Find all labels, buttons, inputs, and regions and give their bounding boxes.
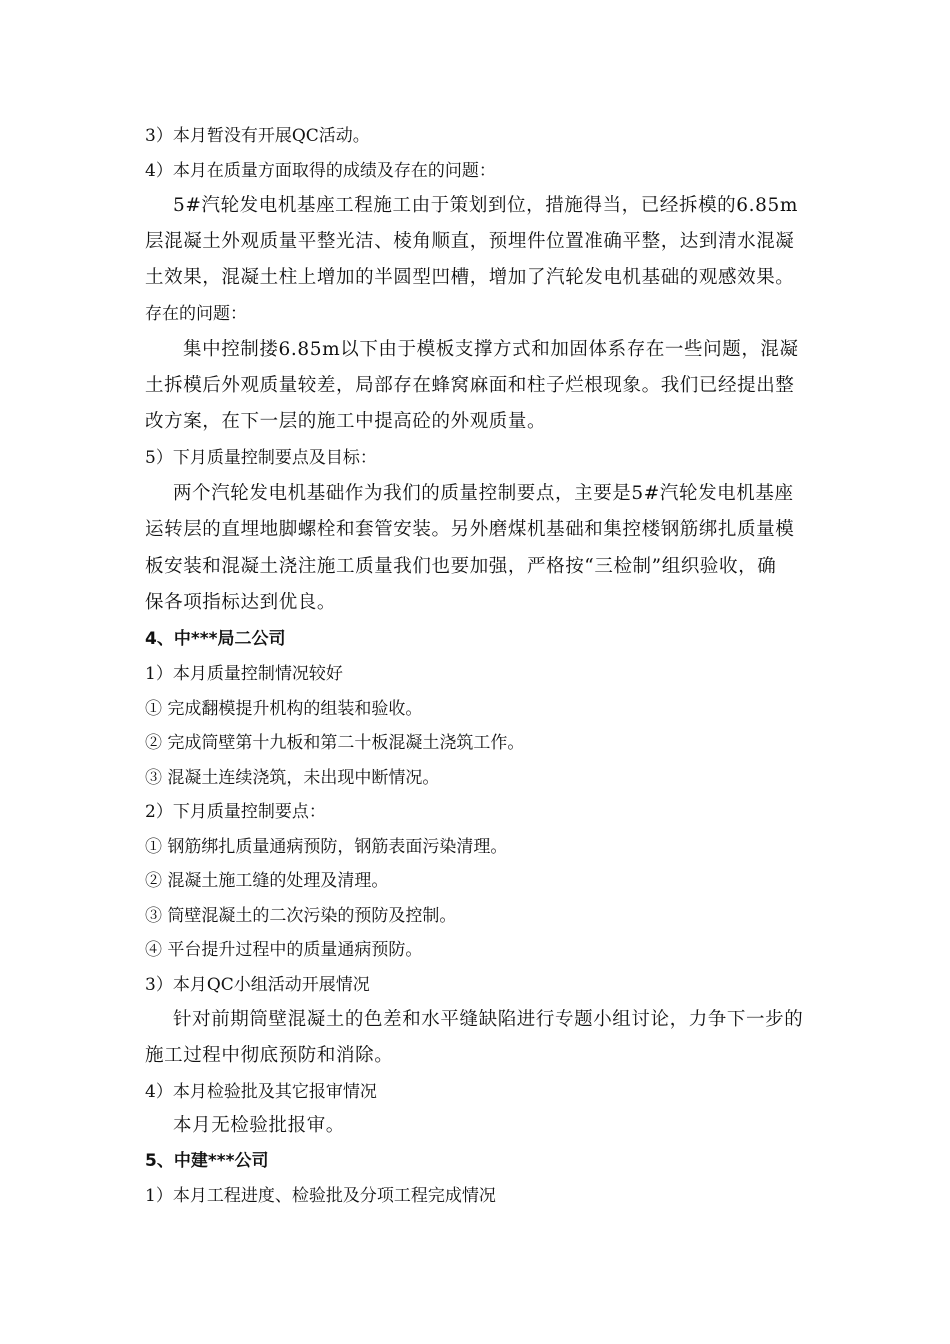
list-item: ② 混凝土施工缝的处理及清理。 <box>145 871 389 891</box>
list-item: ① 完成翻模提升机构的组装和验收。 <box>145 699 423 719</box>
paragraph-line: 层混凝土外观质量平整光洁、棱角顺直，预埋件位置准确平整，达到清水混凝 <box>145 231 795 252</box>
section-4-heading: 4、中***局二公司 <box>145 629 286 649</box>
list-item: ② 完成筒壁第十九板和第二十板混凝土浇筑工作。 <box>145 733 525 753</box>
item-3-no-qc: 3）本月暂没有开展QC活动。 <box>145 126 370 146</box>
list-item: ④ 平台提升过程中的质量通病预防。 <box>145 940 423 960</box>
paragraph-line: 改方案，在下一层的施工中提高砼的外观质量。 <box>145 411 547 432</box>
list-item: ③ 混凝土连续浇筑，未出现中断情况。 <box>145 768 440 788</box>
section-5-heading: 5、中建***公司 <box>145 1151 269 1171</box>
problems-label: 存在的问题： <box>145 304 247 324</box>
paragraph-line: 运转层的直埋地脚螺栓和套管安装。另外磨煤机基础和集控楼钢筋绑扎质量模 <box>145 519 795 540</box>
paragraph-line: 5#汽轮发电机基座工程施工由于策划到位，措施得当，已经拆模的6.85m <box>173 195 799 216</box>
paragraph-line: 针对前期筒壁混凝土的色差和水平缝缺陷进行专题小组讨论，力争下一步的 <box>173 1009 804 1030</box>
list-heading: 3）本月QC小组活动开展情况 <box>145 975 370 995</box>
list-heading: 2）下月质量控制要点： <box>145 802 326 822</box>
list-item: ③ 筒壁混凝土的二次污染的预防及控制。 <box>145 906 457 926</box>
item-4-achievements-heading: 4）本月在质量方面取得的成绩及存在的问题： <box>145 161 496 181</box>
paragraph-line: 施工过程中彻底预防和消除。 <box>145 1045 394 1066</box>
list-heading: 1）本月工程进度、检验批及分项工程完成情况 <box>145 1186 496 1206</box>
list-item: ① 钢筋绑扎质量通病预防，钢筋表面污染清理。 <box>145 837 508 857</box>
paragraph-line: 土效果，混凝土柱上增加的半圆型凹槽，增加了汽轮发电机基础的观感效果。 <box>145 267 795 288</box>
paragraph-line: 集中控制搂6.85m以下由于模板支撑方式和加固体系存在一些问题，混凝 <box>183 339 799 360</box>
paragraph-line: 板安装和混凝土浇注施工质量我们也要加强，严格按“三检制”组织验收，确 <box>145 556 777 577</box>
item-5-next-month-heading: 5）下月质量控制要点及目标： <box>145 448 377 468</box>
list-heading: 4）本月检验批及其它报审情况 <box>145 1082 377 1102</box>
paragraph-line: 土拆模后外观质量较差，局部存在蜂窝麻面和柱子烂根现象。我们已经提出整 <box>145 375 795 396</box>
paragraph-line: 保各项指标达到优良。 <box>145 592 337 613</box>
paragraph-line: 两个汽轮发电机基础作为我们的质量控制要点，主要是5#汽轮发电机基座 <box>173 483 794 504</box>
list-heading: 1）本月质量控制情况较好 <box>145 664 343 684</box>
paragraph-line: 本月无检验批报审。 <box>173 1115 345 1136</box>
